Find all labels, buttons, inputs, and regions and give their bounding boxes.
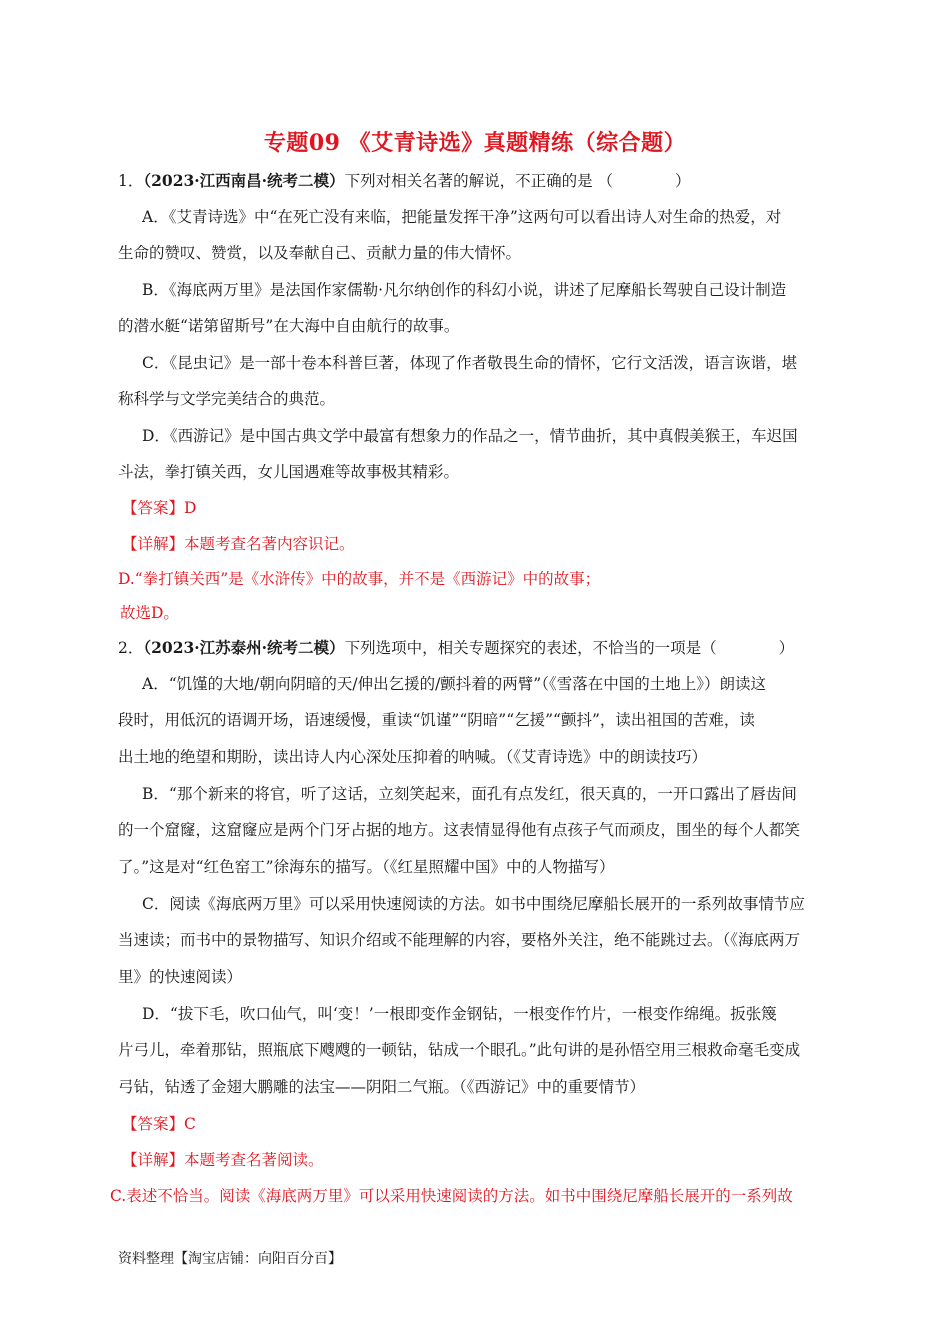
question-number: 1． bbox=[118, 172, 144, 190]
option-b-line-3: 了。”这是对“红色窑工”徐海东的描写。（《红星照耀中国》中的人物描写） bbox=[118, 858, 615, 876]
option-b-line-2: 的潜水艇“诺第留斯号”在大海中自由航行的故事。 bbox=[118, 317, 460, 335]
question-source: （2023·江苏泰州·统考二模） bbox=[143, 638, 345, 657]
option-c-line-2: 称科学与文学完美结合的典范。 bbox=[118, 390, 336, 408]
option-a-line-1: A．“饥馑的大地/朝向阴暗的天/伸出乞援的/颤抖着的两臂”（《雪落在中国的土地上》）朗读这 bbox=[142, 675, 766, 693]
detail: 【详解】本题考查名著阅读。 bbox=[122, 1151, 324, 1169]
choice: 故选D。 bbox=[120, 604, 179, 622]
option-c-line-1: C．阅读《海底两万里》可以采用快速阅读的方法。如书中围绕尼摩船长展开的一系列故事情节应 bbox=[142, 895, 805, 913]
answer: 【答案】D bbox=[122, 499, 197, 517]
option-d-line-1: D．《西游记》是中国古典文学中最富有想象力的作品之一，情节曲折，其中真假美猴王，车迟国 bbox=[142, 427, 798, 445]
detail: 【详解】本题考查名著内容识记。 bbox=[122, 535, 355, 553]
option-a-line-2: 段时，用低沉的语调开场，语速缓慢，重读“饥谨”“阴暗”“乞援”“颤抖”，读出祖国的苦难，读 bbox=[118, 711, 755, 729]
option-d-line-2: 片弓儿，牵着那钻，照瓶底下飕飕的一顿钻，钻成一个眼孔。”此句讲的是孙悟空用三根救命毫毛变成 bbox=[118, 1041, 801, 1059]
option-a-line-2: 生命的赞叹、赞赏，以及奉献自己、贡献力量的伟大情怀。 bbox=[118, 244, 522, 262]
option-d-line-2: 斗法，拳打镇关西，女儿国遇难等故事极其精彩。 bbox=[118, 463, 460, 481]
option-a-line-1: A．《艾青诗选》中“在死亡没有来临，把能量发挥干净”这两句可以看出诗人对生命的热爱，对 bbox=[142, 208, 782, 226]
explanation: D.“拳打镇关西”是《水浒传》中的故事，并不是《西游记》中的故事； bbox=[118, 570, 601, 588]
option-d-line-1: D．“拔下毛，吹口仙气，叫‘变！’一根即变作金钢钻，一根变作竹片，一根变作绵绳。扳张篾 bbox=[142, 1005, 777, 1023]
question-stem: 下列选项中，相关专题探究的表述，不恰当的一项是（ ） bbox=[344, 639, 795, 657]
option-c-line-3: 里》的快速阅读） bbox=[118, 968, 243, 986]
question-source: （2023·江西南昌·统考二模） bbox=[143, 171, 345, 190]
option-c-line-1: C．《昆虫记》是一部十卷本科普巨著，体现了作者敬畏生命的情怀，它行文活泼，语言诙谐，堪 bbox=[142, 354, 798, 372]
option-b-line-1: B．《海底两万里》是法国作家儒勒·凡尔纳创作的科幻小说，讲述了尼摩船长驾驶自己设计制造 bbox=[142, 281, 787, 299]
option-a-line-3: 出土地的绝望和期盼，读出诗人内心深处压抑着的呐喊。（《艾青诗选》中的朗读技巧） bbox=[118, 748, 708, 766]
footer-note: 资料整理【淘宝店铺：向阳百分百】 bbox=[118, 1251, 342, 1267]
option-b-line-1: B．“那个新来的将官，听了这话，立刻笑起来，面孔有点发红，很天真的，一开口露出了唇齿间 bbox=[142, 785, 797, 803]
question-2-header bbox=[118, 638, 794, 658]
question-stem: 下列对相关名著的解说，不正确的是 （ ） bbox=[344, 172, 691, 190]
explanation: C.表述不恰当。阅读《海底两万里》可以采用快速阅读的方法。如书中围绕尼摩船长展开的一系列故 bbox=[110, 1187, 793, 1205]
question-number: 2． bbox=[118, 639, 144, 657]
question-1-header bbox=[118, 171, 691, 191]
page-title: 专题09 《艾青诗选》真题精练（综合题） bbox=[263, 130, 687, 156]
option-b-line-2: 的一个窟窿，这窟窿应是两个门牙占据的地方。这表情显得他有点孩子气而顽皮，围坐的每个人都笑 bbox=[118, 821, 801, 839]
option-d-line-3: 弓钻，钻透了金翅大鹏雕的法宝——阴阳二气瓶。（《西游记》中的重要情节） bbox=[118, 1078, 646, 1096]
option-c-line-2: 当速读；而书中的景物描写、知识介绍或不能理解的内容，要格外关注，绝不能跳过去。（《海底两万 bbox=[118, 931, 801, 949]
answer: 【答案】C bbox=[122, 1115, 196, 1133]
